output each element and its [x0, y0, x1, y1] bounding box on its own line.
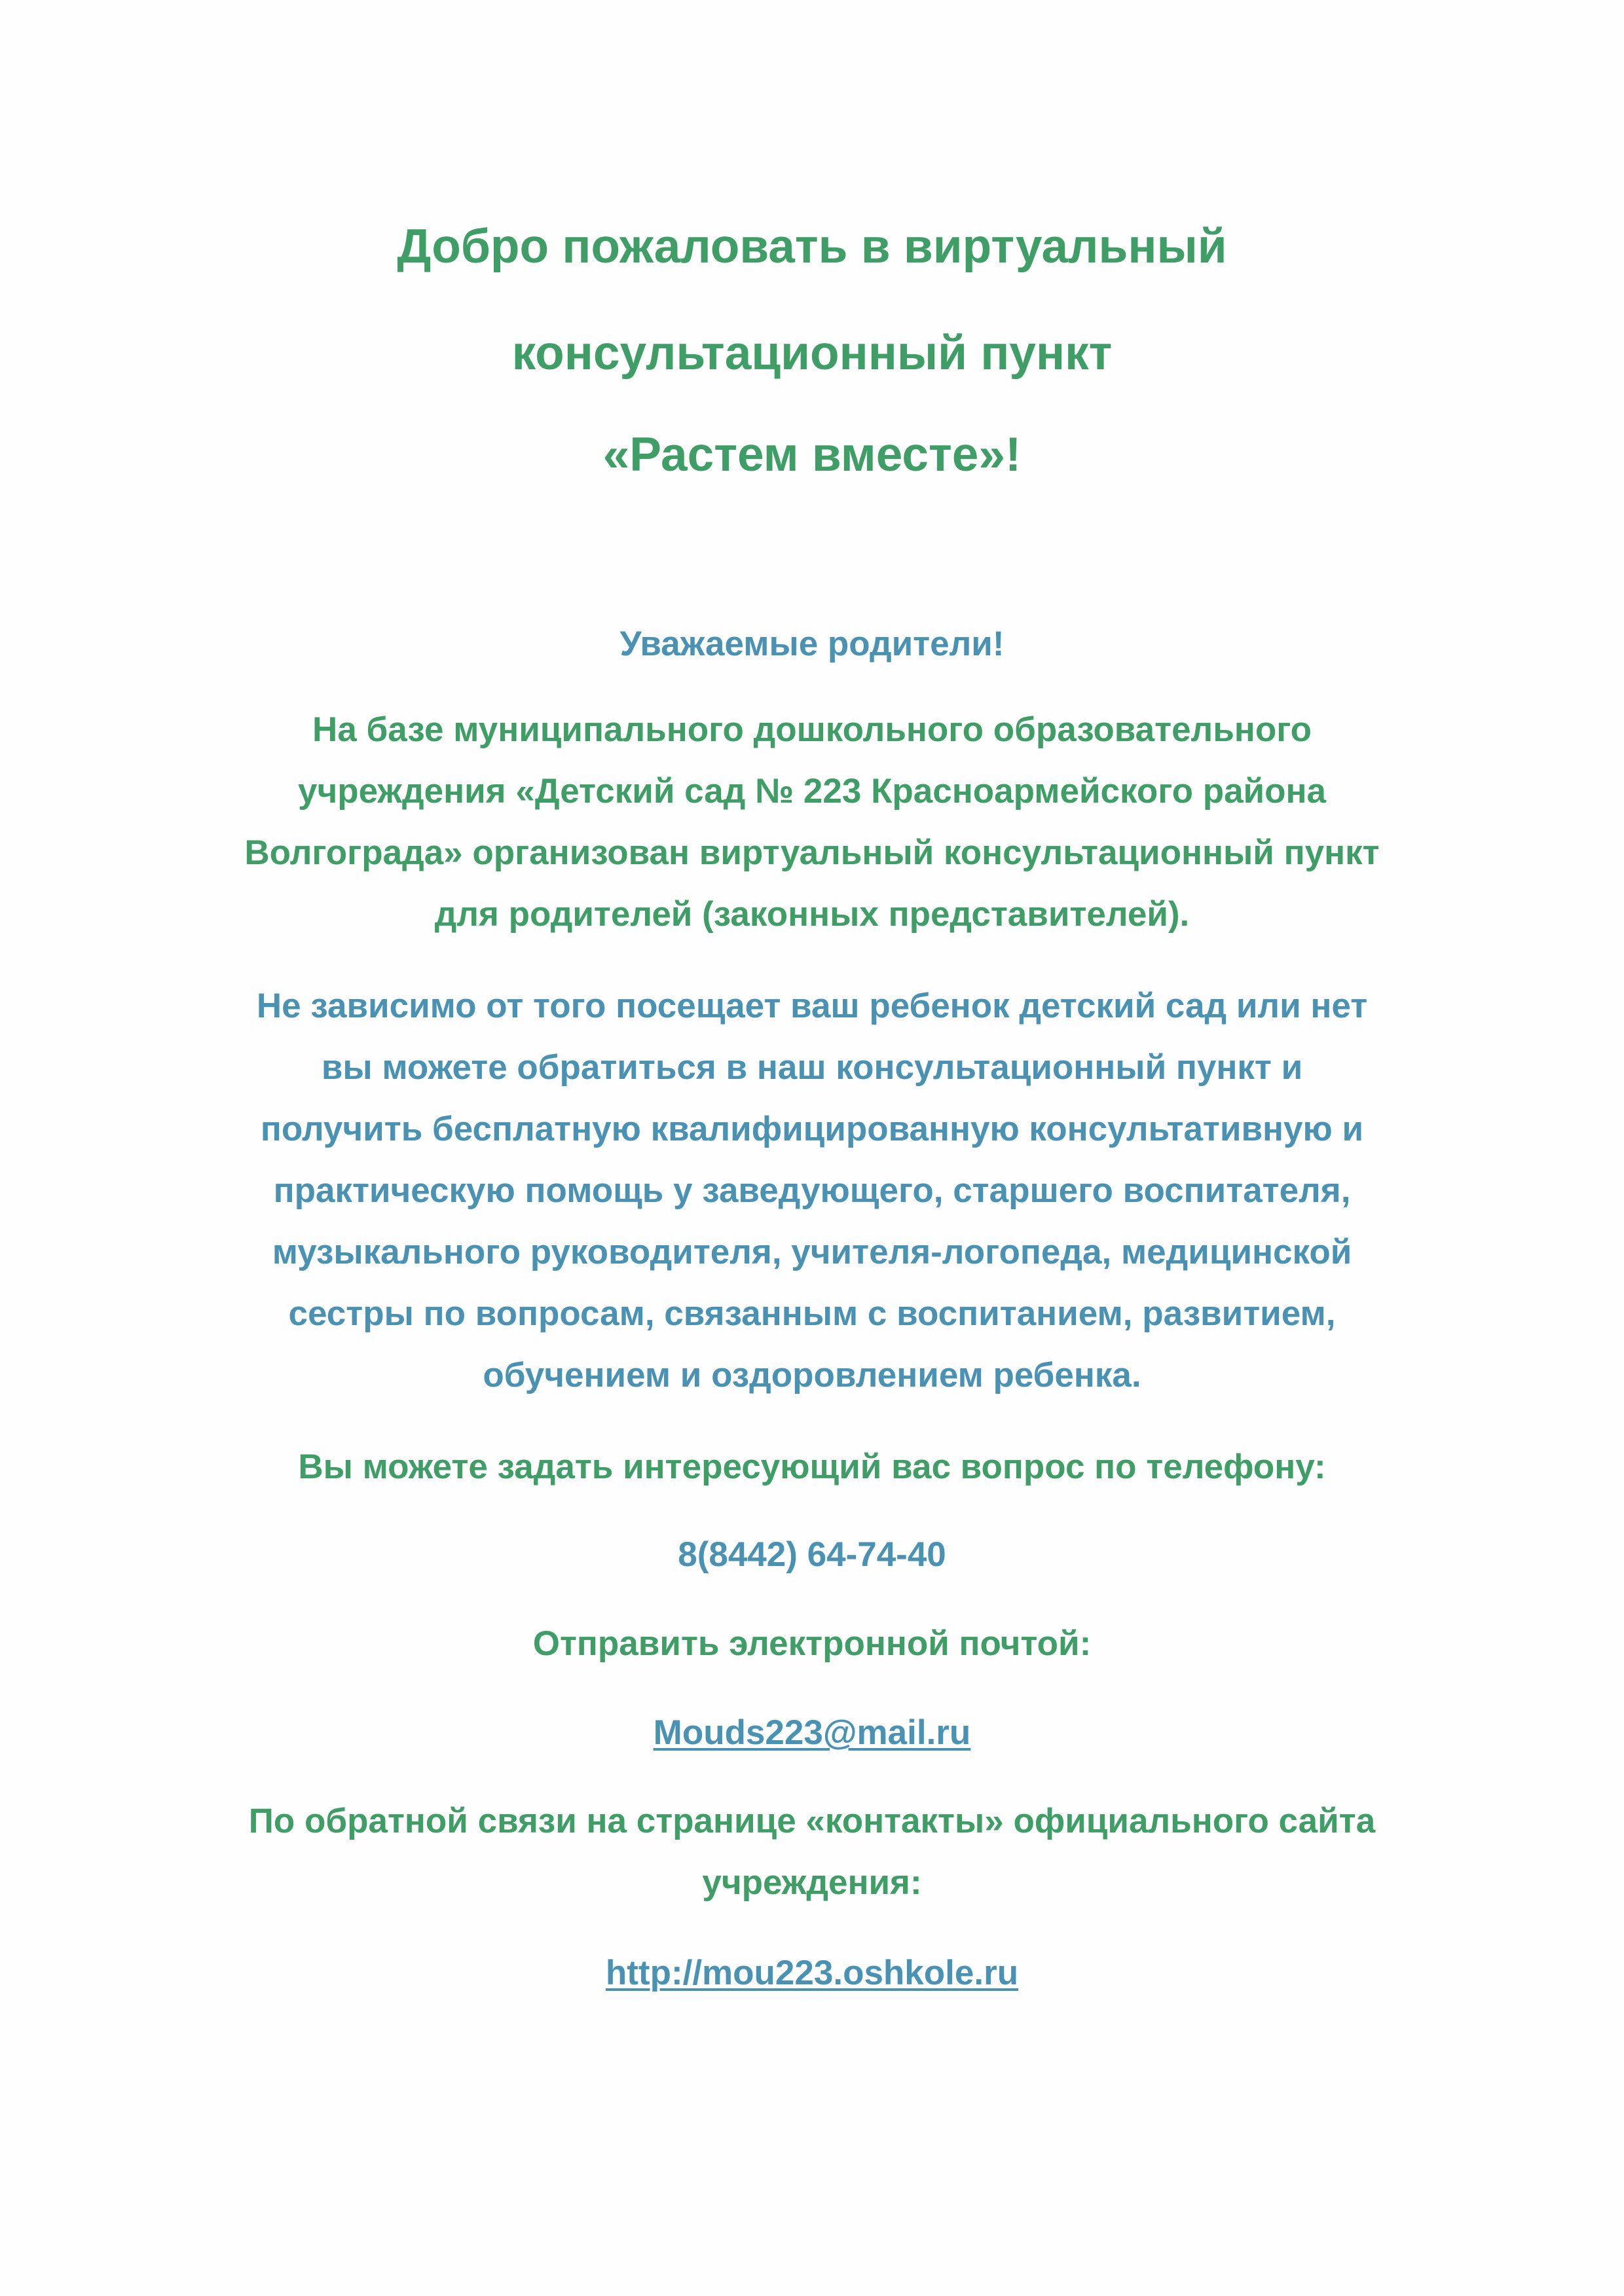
- intro-line-2: учреждения «Детский сад № 223 Красноармейского района: [298, 772, 1326, 811]
- site-label-line-2: учреждения:: [702, 1863, 922, 1902]
- details-line-1: Не зависимо от того посещает ваш ребенок детский сад или нет: [256, 987, 1368, 1025]
- phone-label: Вы можете задать интересующий вас вопрос по телефону:: [298, 1448, 1326, 1486]
- intro-line-1: На базе муниципального дошкольного образовательного: [312, 710, 1312, 749]
- details-line-2: вы можете обратиться в наш консультационный пункт и: [321, 1048, 1303, 1087]
- intro-line-4: для родителей (законных представителей).: [434, 895, 1190, 934]
- title-line-1: Добро пожаловать в виртуальный: [397, 220, 1227, 273]
- greeting: Уважаемые родители!: [619, 625, 1005, 663]
- site-url-link[interactable]: http://mou223.oshkole.ru: [605, 1954, 1019, 1992]
- site-label-line-1: По обратной связи на странице «контакты» официального сайта: [248, 1802, 1376, 1840]
- intro-line-3: Волгограда» организован виртуальный консультационный пункт: [244, 833, 1380, 872]
- phone-number: 8(8442) 64-74-40: [678, 1535, 946, 1574]
- details-line-3: получить бесплатную квалифицированную консультативную и: [260, 1110, 1364, 1148]
- details-line-7: обучением и оздоровлением ребенка.: [483, 1356, 1141, 1394]
- details-line-4: практическую помощь у заведующего, старшего воспитателя,: [273, 1171, 1351, 1210]
- details-line-5: музыкального руководителя, учителя-логопеда, медицинской: [272, 1233, 1352, 1271]
- email-link[interactable]: Mouds223@mail.ru: [653, 1713, 971, 1752]
- email-label: Отправить электронной почтой:: [532, 1624, 1092, 1663]
- title-line-2: консультационный пункт: [511, 327, 1113, 380]
- title-line-3: «Растем вместе»!: [602, 428, 1022, 481]
- details-line-6: сестры по вопросам, связанным с воспитанием, развитием,: [288, 1294, 1336, 1333]
